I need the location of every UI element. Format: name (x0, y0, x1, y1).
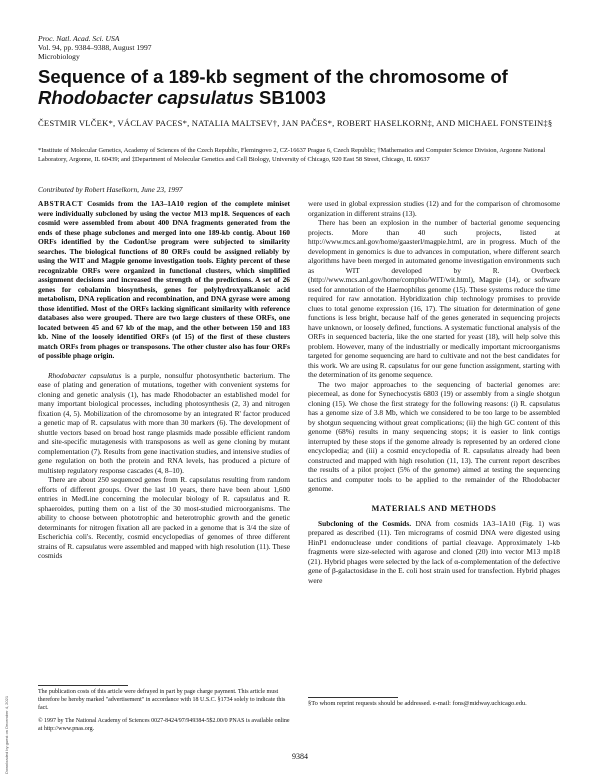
title-part1: Sequence of a 189-kb segment of the chromosome of (38, 66, 508, 87)
affiliations: *Institute of Molecular Genetics, Academy of Sciences of the Czech Republic, Flemingovo 2, CZ-16637 Prague 6, Czech Republic; †Mathematics and Computer Science Division, Argonne National Laboratory, Argonne, IL 60439; and ‡Department of Molecular Genetics and Cell Biology, University of Chicago, 920 East 58 Street, Chicago, IL 60637 (38, 147, 546, 163)
journal-name: Proc. Natl. Acad. Sci. USA (38, 34, 120, 43)
copyright-footnote: © 1997 by The National Academy of Sciences 0027-8424/97/949384-5$2.00/0 PNAS is available online at http://www.pnas.org. (38, 718, 290, 733)
abstract (38, 199, 290, 361)
intro-italic-start: Rhodobacter capsulatus (48, 370, 122, 380)
footnote-rule-right (308, 697, 398, 698)
methods-paragraph (308, 519, 560, 586)
intro-text-2: There are about 250 sequenced genes from R. capsulatus resulting from random efforts of different groups. Over the last 10 years, there have been about 1,600 entries in MedLine concerning the molecular biology of R. capsulatus and R. sphaeroides, putting them on a list of the 30 most-studied microorganisms. The ability to choose between phototrophic and heterotrophic growth and the genetic determinants for nitrogen fixation all are packed in a genome that is 3/4 the size of Escherichia coli's. Recently, cosmid encyclopedias of genomes of three different strains of R. capsulatus were assembled and mapped with high resolution (11). These cosmids (38, 475, 290, 560)
right-paragraph-3: The two major approaches to the sequencing of bacterial genomes are: piecemeal, as done for Synechocystis 6803 (19) or assembly from a single shotgun cloning (15). We chose the first strategy for the following reasons: (i) R. capsulatus has a genome size of 3.8 Mb, which we considered to be too large to be assembled by shotgun sequencing without great complications; (ii) the high GC content of this genome (68%) results in many sequencing stops; it is easier to link contigs interrupted by these stops if the genome already is represented by an ordered clone encyclopedia; and (iii) a cosmid encyclopedia of R. capsulatus already had been constructed and mapped with high resolution (11, 13). The current report describes the results of a pilot project (5% of the genome) aimed at testing the sequencing tactics and computer tools to be applied to the remainder of the Rhodobacter genome. (308, 379, 560, 493)
journal-volume: Vol. 94, pp. 9384–9388, August 1997 (38, 43, 152, 53)
abstract-heading: ABSTRACT (38, 199, 84, 208)
footnote-rule-left (38, 685, 128, 686)
margin-note-text: Downloaded by guest on December 4, 2021 (4, 695, 9, 774)
right-paragraph-2: There has been an explosion in the number of bacterial genome sequencing projects. More than 40 such projects, listed at http://www.mcs.anl.gov/home/gaasterl/magpie.html, are in progress. Much of the development in genomics is due to advances in computation, where different search algorithms have been merged in automated genome investigation environments such as WIT developed by R. Overbeck (http://www.mcs.anl.gov/home/compbio/WIT/wit.html), Magpie (14), or software used for annotation of the Haemophilus genome (15). These systems reduce the time required for raw annotation. Hybridization chip technology promises to provide clues to total genome expression (16, 17). The situation for determination of gene functions is less bright, because half of the genes generated in sequencing projects have unknown, or loosely defined, functions. A systematic functional analysis of the ORFs in sequenced bacteria, like the one started for yeast (18), will help solve this problem. However, many of the industrially or medically important microorganisms targeted for genome sequencing are hard to cultivate and not the best candidates for this work. We are using R. capsulatus for our gene function assignment, starting with the determination of its genome sequence. (308, 218, 560, 379)
journal-header (38, 34, 152, 62)
author-list: ČESTMIR VLČEK*, VÁCLAV PACES*, NATALIA MALTSEV†, JAN PAČES*, ROBERT HASELKORN‡, AND MICHAEL FONSTEIN‡§ (38, 118, 553, 128)
methods-subheading: Subcloning of the Cosmids. (318, 518, 412, 528)
journal-section: Microbiology (38, 52, 80, 62)
article-title (38, 66, 563, 108)
left-column (38, 199, 290, 561)
page-number: 9384 (292, 752, 308, 761)
abstract-text: Cosmids from the 1A3–1A10 region of the complete miniset were individually subcloned by using the vector M13 mp18. Sequences of each cosmid were assembled from about 400 DNA fragments generated from the ends of these phage subclones and merged into one 189-kb contig. About 160 ORFs identified by the CodonUse program were subjected to similarity searches. The biological functions of 80 ORFs could be assigned reliably by using the WIT and Magpie genome investigation tools. Eighty percent of these recognizable ORFs were organized in functional clusters, which simplified assignment decisions and increased the strength of the predictions. A set of 26 genes for cobalamin biosynthesis, genes for polyhydroxyalkanoic acid metabolism, DNA replication and recombination, and DNA gyrase were among those identified. Most of the ORFs lacking significant similarity with reference databases also were grouped. There are two large clusters of these ORFs, one located between 45 and 67 kb of the map, and the other between 150 and 183 kb. Nine of the loosely identified ORFs (of 15) of the first of these clusters match ORFs from phages or transposons. The other cluster also has four ORFs of possible phage origin. (38, 199, 290, 360)
footnote-left (38, 689, 290, 734)
contributed-line: Contributed by Robert Haselkorn, June 23, 1997 (38, 185, 183, 194)
right-paragraph-1: were used in global expression studies (12) and for the comparison of chromosome organization in different strains (13). (308, 199, 560, 218)
reprint-footnote: §To whom reprint requests should be addressed. e-mail: fons@midway.uchicago.edu. (308, 700, 527, 707)
methods-heading: MATERIALS AND METHODS (371, 503, 497, 513)
title-part2: SB1003 (253, 87, 326, 108)
intro-paragraph-2 (38, 475, 290, 561)
intro-text-1: is a purple, nonsulfur photosynthetic bacterium. The ease of plating and generation of mutations, together with convenient systems for cloning and genetic analysis (1), has made Rhodobacter an established model for many important biological processes, including photosynthesis (2, 3) and nitrogen fixation (4, 5). Mobilization of the chromosome by an integrated R' factor produced a genetic map of R. capsulatus with more than 30 markers (6). The development of shuttle vectors based on broad host range plasmids made possible efficient random and site-specific mutagenesis with transposons as well as gene cloning by mutant complementation (7). Results from gene inactivation studies, and intensive studies of gene regulation on both the protein and RNA levels, has produced a picture of multistep regulatory response cascades (4, 8–10). (38, 370, 290, 475)
methods-text: DNA from cosmids 1A3–1A10 (Fig. 1) was prepared as described (11). Ten micrograms of cosmid DNA were digested using HinP1 endonuclease under conditions of partial cleavage. Approximately 1-kb fragments were size-selected with agarose and cloned (20) into vector M13 mp18 (21). Hybrid phages were selected by the lack of α-complementation of the defective gene of β-galactosidase in the E. coli host strain used for transfection. Hybrid phages were (308, 518, 561, 585)
title-italic: Rhodobacter capsulatus (38, 87, 254, 108)
download-margin-note (4, 695, 12, 774)
intro-paragraph-1 (38, 371, 290, 476)
right-column (308, 199, 560, 585)
charges-footnote: The publication costs of this article were defrayed in part by page charge payment. This article must therefore be hereby marked "advertisement" in accordance with 18 U.S.C. §1734 solely to indicate this fact. (38, 689, 286, 711)
